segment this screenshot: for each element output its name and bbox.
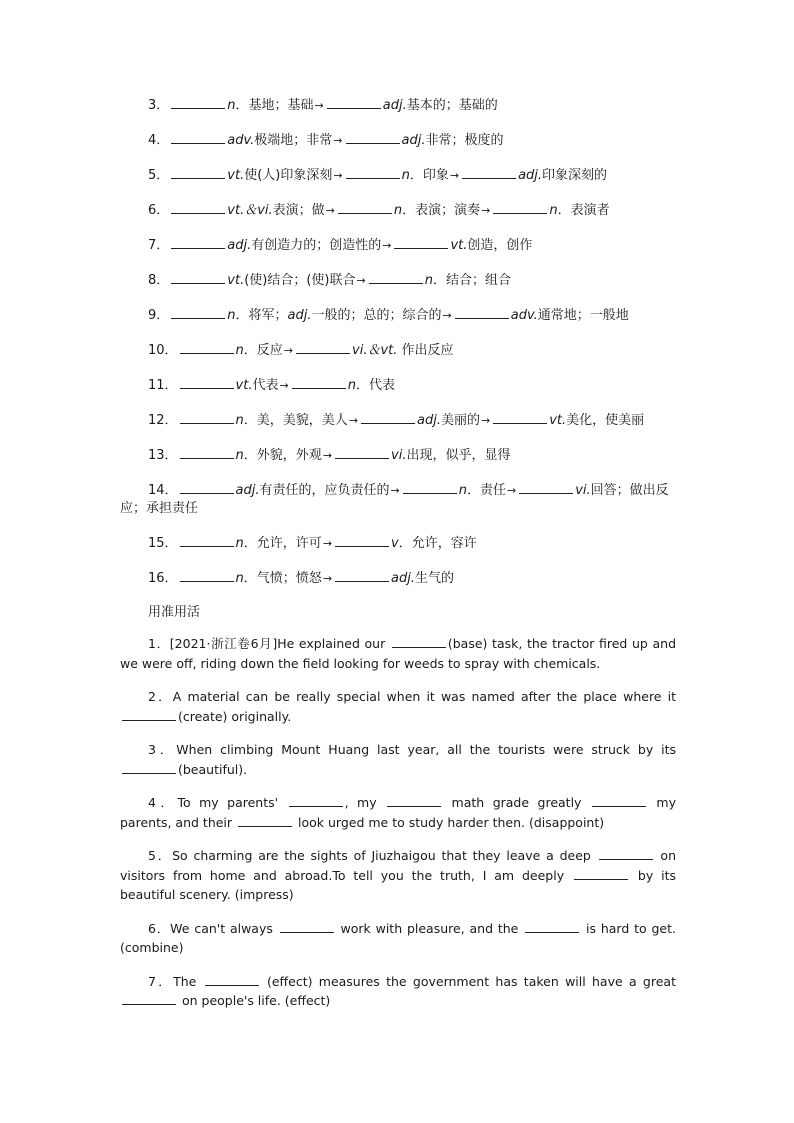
text-segment: (使)结合；(使)联合: [244, 273, 356, 288]
answer-blank[interactable]: [335, 446, 389, 459]
text-segment: When climbing Mount Huang last year, all the tourists were struck by its: [176, 742, 676, 757]
answer-blank[interactable]: [361, 411, 415, 424]
text-segment: , my: [344, 795, 386, 810]
arrow-icon: →: [390, 484, 400, 497]
part-of-speech: n: [458, 483, 467, 498]
text-segment: ．结合；组合: [432, 273, 511, 288]
item-number: 3．: [148, 742, 177, 757]
arrow-icon: →: [322, 449, 333, 462]
text-segment: 非常；极度的: [425, 133, 504, 148]
answer-blank[interactable]: [574, 867, 628, 880]
answer-blank[interactable]: [346, 166, 400, 179]
text-segment: To my parents': [177, 795, 287, 810]
part-of-speech: n: [549, 203, 558, 218]
part-of-speech: n: [235, 448, 244, 463]
item-number: 12．: [148, 413, 178, 428]
text-segment: We can't always: [170, 920, 278, 936]
answer-blank[interactable]: [122, 992, 176, 1005]
part-of-speech: adj.: [391, 571, 415, 586]
vocab-item: [148, 341, 676, 360]
part-of-speech: vt.: [227, 273, 245, 288]
part-of-speech: n: [227, 308, 236, 323]
arrow-icon: →: [314, 99, 324, 112]
text-segment: ．将军；: [235, 308, 288, 323]
text-segment: ．气愤；愤怒: [243, 571, 322, 586]
part-of-speech: adj.: [227, 238, 252, 253]
item-number: 16．: [148, 571, 178, 586]
answer-blank[interactable]: [171, 96, 225, 109]
answer-blank[interactable]: [171, 166, 225, 179]
item-number: 6．: [148, 203, 170, 218]
answer-blank[interactable]: [171, 306, 225, 319]
text-segment: 基本的；基础的: [406, 98, 498, 113]
vocab-item: [148, 131, 676, 150]
part-of-speech: n: [227, 98, 236, 113]
text-segment: 使(人)印象深刻: [244, 168, 333, 183]
answer-blank[interactable]: [338, 201, 392, 214]
worksheet-page: [120, 96, 676, 1025]
vocab-item: [148, 376, 676, 395]
answer-blank[interactable]: [171, 201, 225, 214]
text-segment: is hard to get. (combine): [120, 920, 676, 955]
arrow-icon: →: [481, 414, 491, 427]
item-number: 2．: [148, 689, 173, 704]
vocab-item: [148, 411, 676, 430]
vocab-item: [148, 446, 676, 465]
answer-blank[interactable]: [280, 920, 334, 933]
arrow-icon: →: [481, 204, 491, 217]
text-segment: ．基地；基础: [235, 98, 314, 113]
answer-blank[interactable]: [327, 96, 381, 109]
answer-blank[interactable]: [392, 635, 446, 648]
part-of-speech: adv.: [510, 308, 538, 323]
text-segment: (base) task, the tractor fired up and we were off, riding down the field looking for weeds to spray with chemicals.: [120, 636, 677, 671]
vocab-item: [148, 236, 676, 255]
item-number: 10．: [148, 343, 178, 358]
part-of-speech: vt.: [450, 238, 468, 253]
arrow-icon: →: [322, 572, 333, 585]
arrow-icon: →: [322, 537, 333, 550]
item-number: 6．: [148, 920, 171, 936]
answer-blank[interactable]: [387, 794, 441, 807]
exercise-list: [120, 634, 676, 1011]
text-segment: ．表演；演奏: [402, 203, 481, 218]
item-number: 13．: [148, 448, 178, 463]
text-segment: math grade greatly: [443, 795, 590, 810]
text-segment: 出现，似乎，显得: [406, 448, 511, 463]
answer-blank[interactable]: [335, 569, 389, 582]
part-of-speech: vt.: [549, 413, 567, 428]
text-segment: 通常地；一般地: [537, 308, 629, 323]
answer-blank[interactable]: [369, 271, 423, 284]
text-segment: ．代表: [355, 378, 395, 393]
text-segment: 印象深刻的: [542, 168, 608, 183]
part-of-speech: n: [347, 378, 356, 393]
text-segment: by its beautiful scenery. (impress): [120, 867, 676, 902]
text-segment: ．允许，容许: [398, 536, 477, 551]
text-segment: (beautiful).: [178, 761, 248, 777]
item-number: 1．: [148, 636, 170, 651]
part-of-speech: adj.: [382, 98, 407, 113]
answer-blank[interactable]: [462, 166, 516, 179]
arrow-icon: →: [348, 414, 359, 427]
part-of-speech: adj.: [287, 308, 312, 323]
text-segment: on people's life. (effect): [178, 993, 331, 1008]
item-number: 15．: [148, 536, 178, 551]
text-segment: my parents, and their: [120, 795, 676, 830]
part-of-speech: v: [391, 536, 399, 551]
part-of-speech: adv.: [227, 133, 255, 148]
item-number: 7．: [148, 973, 174, 989]
text-segment: ．反应: [243, 343, 283, 358]
item-number: 5．: [148, 168, 170, 183]
vocab-item: [148, 306, 676, 325]
answer-blank[interactable]: [122, 708, 176, 721]
part-of-speech: adj.: [401, 133, 426, 148]
exercise-item: [120, 740, 676, 779]
arrow-icon: →: [279, 379, 289, 392]
arrow-icon: →: [333, 169, 343, 182]
exercise-item: [120, 972, 676, 1011]
answer-blank[interactable]: [599, 847, 653, 860]
part-of-speech: vi.: [575, 483, 591, 498]
part-of-speech: n: [235, 343, 244, 358]
text-segment: 美化，使美丽: [566, 413, 645, 428]
answer-blank[interactable]: [171, 131, 225, 144]
exercise-item: [120, 793, 676, 832]
part-of-speech: vt.: [227, 168, 245, 183]
answer-blank[interactable]: [455, 306, 509, 319]
arrow-icon: →: [382, 239, 392, 252]
item-number: 4．: [148, 133, 170, 148]
text-segment: on visitors from home and abroad.To tell you the truth, I am deeply: [120, 848, 677, 883]
vocab-list: [120, 96, 676, 588]
part-of-speech: n: [235, 413, 244, 428]
text-segment: 作出反应: [397, 343, 454, 358]
answer-blank[interactable]: [171, 236, 225, 249]
arrow-icon: →: [333, 134, 343, 147]
text-segment: ．允许，许可: [243, 536, 322, 551]
vocab-item: [148, 201, 676, 220]
part-of-speech: adj.: [417, 413, 441, 428]
vocab-item: [148, 534, 676, 553]
arrow-icon: →: [283, 344, 294, 357]
vocab-item: [148, 166, 676, 185]
text-segment: 表演；做: [272, 203, 325, 218]
text-segment: (create) originally.: [178, 708, 292, 724]
part-of-speech: vt.: [235, 378, 253, 393]
answer-blank[interactable]: [493, 411, 547, 424]
text-segment: 生气的: [415, 571, 455, 586]
exercise-item: [120, 634, 676, 673]
vocab-item: [148, 569, 676, 588]
item-number: 4．: [148, 795, 178, 810]
exercise-item: [120, 919, 676, 958]
text-segment: ．表演者: [557, 203, 610, 218]
text-segment: 代表: [252, 378, 279, 393]
answer-blank[interactable]: [180, 534, 234, 547]
answer-blank[interactable]: [122, 761, 176, 774]
item-number: 9．: [148, 308, 170, 323]
exercise-item: [120, 846, 676, 905]
part-of-speech: n: [393, 203, 403, 218]
text-segment: ．印象: [409, 168, 449, 183]
answer-blank[interactable]: [292, 376, 346, 389]
item-number: 11．: [148, 378, 178, 393]
part-of-speech: n: [401, 168, 410, 183]
text-segment: 美丽的: [441, 413, 481, 428]
text-segment: (effect) measures the government has taken will have a great: [260, 973, 676, 989]
part-of-speech: vt.＆vi.: [227, 203, 273, 218]
section-title: 用准用活: [148, 605, 201, 620]
item-number: 8．: [148, 273, 170, 288]
part-of-speech: n: [235, 571, 244, 586]
item-number: 3．: [148, 98, 170, 113]
answer-blank[interactable]: [180, 341, 234, 354]
item-number: 7．: [148, 238, 170, 253]
vocab-item: [148, 271, 676, 290]
answer-blank[interactable]: [205, 973, 259, 986]
answer-blank[interactable]: [180, 569, 234, 582]
part-of-speech: vi.＆vt.: [352, 343, 398, 358]
part-of-speech: n: [424, 273, 433, 288]
arrow-icon: →: [325, 204, 335, 217]
answer-blank[interactable]: [592, 794, 646, 807]
part-of-speech: adj.: [518, 168, 543, 183]
arrow-icon: →: [507, 484, 517, 497]
arrow-icon: →: [356, 274, 366, 287]
text-segment: ．责任: [467, 483, 507, 498]
answer-blank[interactable]: [289, 794, 343, 807]
part-of-speech: adj.: [235, 483, 260, 498]
answer-blank[interactable]: [394, 236, 448, 249]
answer-blank[interactable]: [180, 411, 234, 424]
item-number: 14．: [148, 483, 178, 498]
text-segment: 有责任的，应负责任的: [259, 483, 390, 498]
exercise-item: [120, 687, 676, 726]
text-segment: ．美，美貌，美人: [243, 413, 348, 428]
arrow-icon: →: [449, 169, 460, 182]
answer-blank[interactable]: [519, 481, 573, 494]
answer-blank[interactable]: [296, 341, 350, 354]
part-of-speech: vi.: [391, 448, 407, 463]
part-of-speech: n: [235, 536, 244, 551]
text-segment: The: [173, 973, 203, 989]
text-segment: work with pleasure, and the: [335, 920, 524, 936]
text-segment: 一般的；总的；综合的: [311, 308, 442, 323]
answer-blank[interactable]: [180, 446, 234, 459]
text-segment: 创造，创作: [467, 238, 533, 253]
text-segment: 有创造力的；创造性的: [251, 238, 382, 253]
answer-blank[interactable]: [493, 201, 547, 214]
answer-blank[interactable]: [238, 814, 292, 827]
vocab-item: [120, 481, 676, 518]
text-segment: 回答；做出反应；承担责任: [120, 483, 669, 516]
answer-blank[interactable]: [403, 481, 457, 494]
text-segment: [2021·浙江卷6月]He explained our: [169, 636, 390, 651]
answer-blank[interactable]: [180, 481, 234, 494]
vocab-item: [148, 96, 676, 115]
text-segment: So charming are the sights of Jiuzhaigou that they leave a deep: [172, 848, 597, 863]
text-segment: ．外貌，外观: [243, 448, 322, 463]
item-number: 5．: [148, 848, 173, 863]
answer-blank[interactable]: [171, 271, 225, 284]
text-segment: 极端地；非常: [254, 133, 333, 148]
text-segment: A material can be really special when it was named after the place where it: [172, 689, 677, 704]
text-segment: look urged me to study harder then. (disappoint): [294, 814, 605, 830]
answer-blank[interactable]: [180, 376, 234, 389]
answer-blank[interactable]: [346, 131, 400, 144]
answer-blank[interactable]: [335, 534, 389, 547]
arrow-icon: →: [442, 309, 452, 322]
answer-blank[interactable]: [525, 920, 579, 933]
